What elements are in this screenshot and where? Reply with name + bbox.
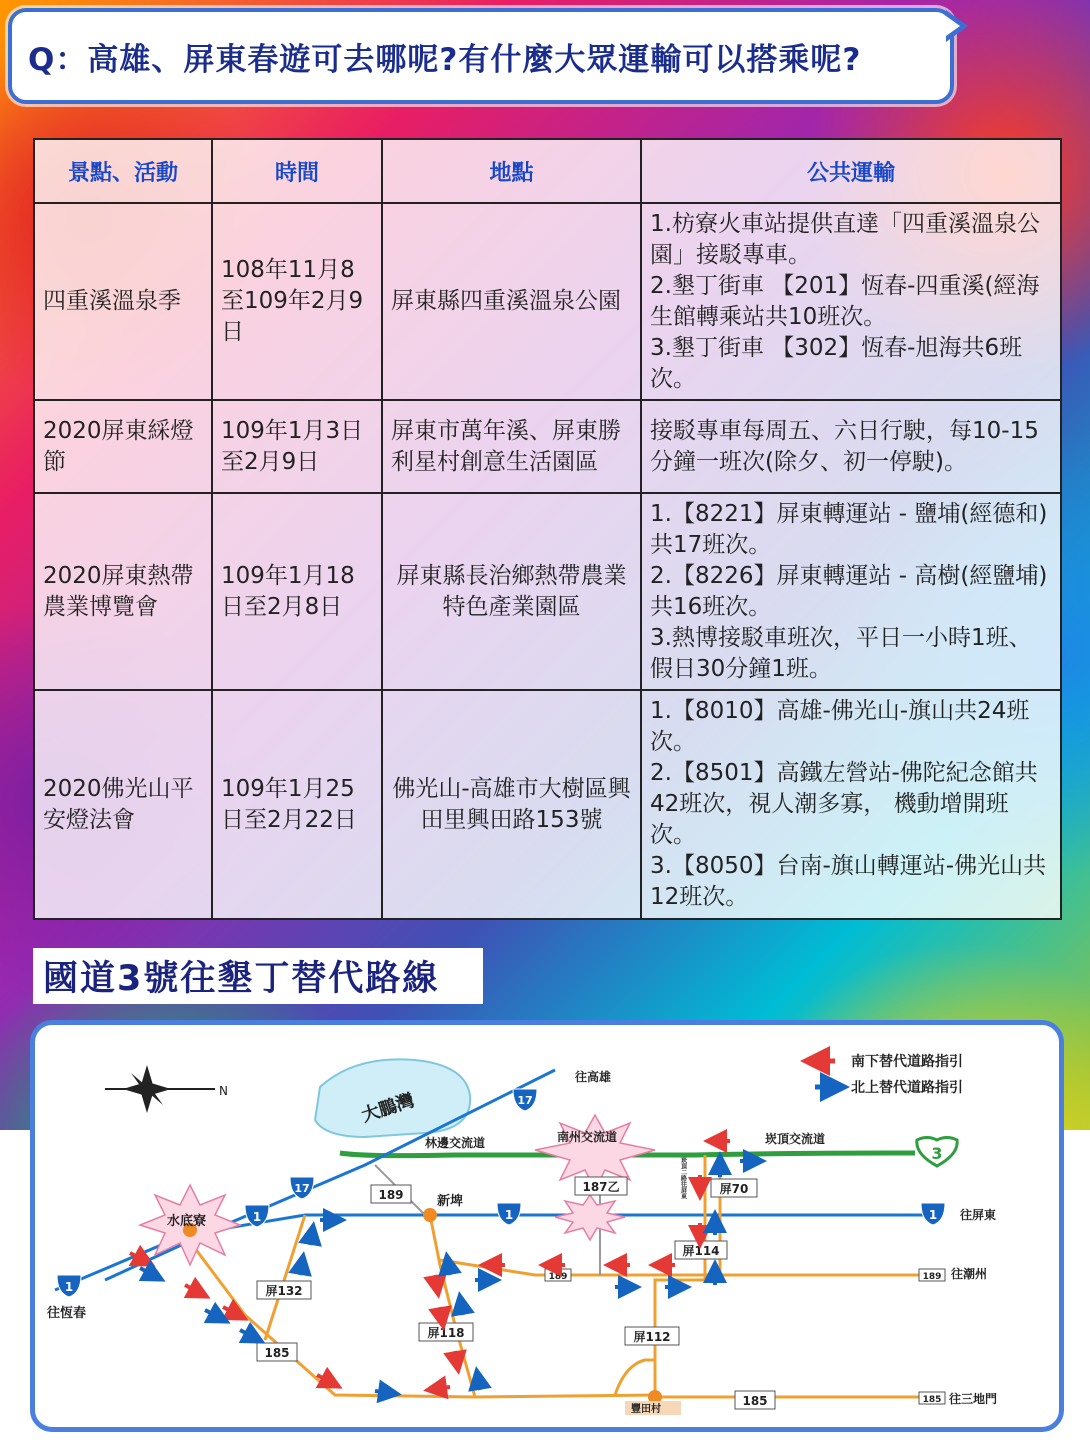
route-box xyxy=(371,1185,411,1203)
route-box xyxy=(545,1269,571,1282)
svg-text:189: 189 xyxy=(922,1272,942,1282)
shield-number: 17 xyxy=(294,1182,310,1195)
cell-time: 108年11月8至109年2月9日 xyxy=(212,203,382,400)
transport-line: 2.【8226】屏東轉運站 - 高樹(經鹽埔)共16班次。 xyxy=(650,562,1048,620)
route-box xyxy=(575,1177,627,1195)
transport-line: 3.【8050】台南-旗山轉運站-佛光山共12班次。 xyxy=(650,853,1047,910)
cell-transport xyxy=(641,690,1061,919)
route-map xyxy=(30,1020,1064,1432)
legend-south: 南下替代道路指引 xyxy=(851,1054,963,1070)
compass-icon xyxy=(105,1065,228,1113)
route-title-text: 國道3號往墾丁替代路線 xyxy=(43,959,440,999)
highway-17-shield-icon xyxy=(513,1089,537,1111)
shield-number: 17 xyxy=(517,1094,533,1107)
svg-text:185: 185 xyxy=(742,1394,768,1408)
cell-spot: 2020屏東熱帶農業博覽會 xyxy=(34,493,212,690)
bay-label: 大鵬灣 xyxy=(358,1089,417,1127)
to-hengchun-label: 往恆春 xyxy=(47,1306,87,1321)
highway-1-shield-icon xyxy=(57,1275,81,1297)
header-transport: 公共運輸 xyxy=(641,139,1061,203)
cell-transport xyxy=(641,203,1061,400)
svg-text:189: 189 xyxy=(548,1272,568,1282)
kanding-road-label: 崁頂二路往屏東 xyxy=(679,1157,687,1199)
shuidiliao-label: 水底寮 xyxy=(167,1214,207,1229)
header-spot: 景點、活動 xyxy=(34,139,212,203)
cell-time: 109年1月25日至2月22日 xyxy=(212,690,382,919)
header-time: 時間 xyxy=(212,139,382,203)
county-road xyxy=(430,1215,475,1397)
route-box xyxy=(257,1343,297,1361)
svg-text:屏132: 屏132 xyxy=(265,1284,303,1298)
route-box xyxy=(711,1179,757,1197)
cell-transport xyxy=(641,400,1061,493)
legend-north: 北上替代道路指引 xyxy=(851,1080,963,1096)
highway-1-shield-icon xyxy=(497,1203,521,1225)
xinpi-label: 新埤 xyxy=(437,1194,464,1209)
transport-line: 1.枋寮火車站提供直達「四重溪溫泉公園」接駁專車。 xyxy=(650,210,1040,268)
svg-text:屏112: 屏112 xyxy=(633,1330,671,1344)
xinpi-dot xyxy=(423,1208,437,1222)
cell-place: 屏東縣四重溪溫泉公園 xyxy=(382,203,641,400)
svg-text:185: 185 xyxy=(264,1346,290,1360)
county-road xyxy=(615,1360,655,1395)
transport-line: 2.墾丁街車 【201】恆春-四重溪(經海生館轉乘站共10班次。 xyxy=(650,272,1040,330)
cell-spot: 2020佛光山平安燈法會 xyxy=(34,690,212,919)
burst-small xyxy=(555,1195,625,1240)
table-row xyxy=(34,690,1061,919)
cell-time: 109年1月18日至2月8日 xyxy=(212,493,382,690)
freeway-3-shield-icon xyxy=(917,1138,957,1167)
tanding-label: 崁頂交流道 xyxy=(765,1132,826,1146)
to-kaohsiung-label: 往高雄 xyxy=(575,1070,612,1084)
events-table xyxy=(33,138,1062,920)
svg-text:N: N xyxy=(219,1084,228,1098)
svg-text:189: 189 xyxy=(378,1188,404,1202)
table-header-row xyxy=(34,139,1061,203)
table-row xyxy=(34,203,1061,400)
shield-number: 1 xyxy=(252,1210,262,1224)
bubble-tail-inner xyxy=(946,16,960,36)
route-box xyxy=(735,1391,775,1409)
svg-text:187乙: 187乙 xyxy=(582,1180,620,1194)
svg-text:屏70: 屏70 xyxy=(719,1182,749,1196)
route-box xyxy=(919,1269,945,1282)
cell-place: 屏東縣長治鄉熱帶農業特色產業園區 xyxy=(382,493,641,690)
route-box xyxy=(257,1281,311,1299)
shield-number: 3 xyxy=(931,1144,943,1163)
route-box xyxy=(625,1327,679,1345)
to-chaozhou-label: 往潮州 xyxy=(951,1267,988,1281)
cell-place: 佛光山-高雄市大樹區興田里興田路153號 xyxy=(382,690,641,919)
transport-line: 1.【8221】屏東轉運站 - 鹽埔(經德和)共17班次。 xyxy=(650,500,1048,558)
route-box xyxy=(675,1241,727,1259)
highway-1-shield-icon xyxy=(921,1203,945,1225)
northbound-arrows xyxy=(140,1087,835,1393)
route-box xyxy=(919,1392,945,1405)
cell-spot: 四重溪溫泉季 xyxy=(34,203,212,400)
transport-line: 1.【8010】高雄-佛光山-旗山共24班次。 xyxy=(650,698,1030,755)
route-box xyxy=(419,1323,473,1341)
cell-spot: 2020屏東綵燈節 xyxy=(34,400,212,493)
svg-text:185: 185 xyxy=(922,1395,942,1405)
transport-line: 3.墾丁街車 【302】恆春-旭海共6班次。 xyxy=(650,334,1023,392)
transport-line: 3.熱博接駁車班次，平日一小時1班、假日30分鐘1班。 xyxy=(650,624,1032,682)
cell-transport xyxy=(641,493,1061,690)
question-text: Q：高雄、屏東春遊可去哪呢?有什麼大眾運輸可以搭乘呢? xyxy=(28,41,862,78)
transport-line: 接駁專車每周五、六日行駛，每10-15分鐘一班次(除夕、初一停駛)。 xyxy=(650,417,1039,475)
svg-text:屏118: 屏118 xyxy=(427,1326,465,1340)
nanzhou-label: 南州交流道 xyxy=(557,1130,618,1144)
table-row xyxy=(34,493,1061,690)
route-title xyxy=(33,948,483,1004)
fengtian-label: 豐田村 xyxy=(631,1404,661,1415)
shield-number: 1 xyxy=(504,1208,514,1222)
shield-number: 1 xyxy=(928,1208,938,1222)
to-pingtung-label: 往屏東 xyxy=(960,1208,997,1222)
svg-text:屏114: 屏114 xyxy=(682,1244,720,1258)
cell-time: 109年1月3日至2月9日 xyxy=(212,400,382,493)
header-place: 地點 xyxy=(382,139,641,203)
transport-line: 2.【8501】高鐵左營站-佛陀紀念館共42班次，視人潮多寡， 機動增開班次。 xyxy=(650,760,1038,848)
table-row xyxy=(34,400,1061,493)
linbian-label: 林邊交流道 xyxy=(425,1136,486,1150)
county-road xyxy=(265,1215,305,1340)
question-bubble xyxy=(8,8,954,104)
shield-number: 1 xyxy=(64,1280,74,1294)
cell-place: 屏東市萬年溪、屏東勝利星村創意生活園區 xyxy=(382,400,641,493)
county-road xyxy=(440,1260,925,1275)
route-map-svg xyxy=(35,1025,1059,1427)
to-sandimen-label: 往三地門 xyxy=(949,1392,998,1406)
